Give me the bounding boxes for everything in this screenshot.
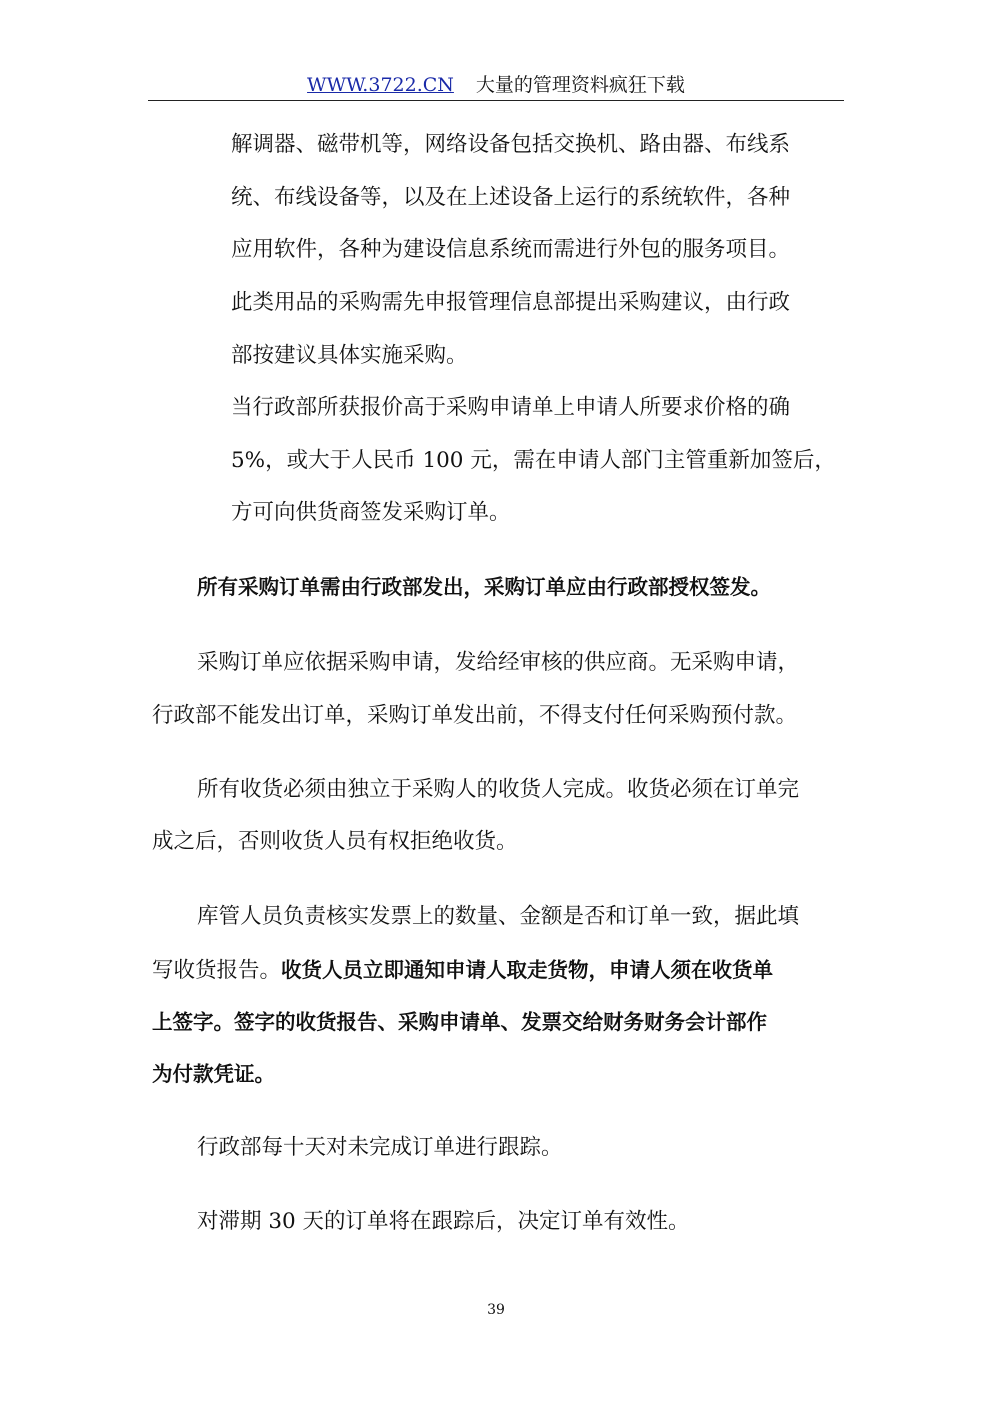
list-line: 方可向供货商签发采购订单。 — [231, 500, 511, 525]
page-header — [148, 70, 844, 101]
header-tagline: 大量的管理资料疯狂下载 — [475, 74, 685, 96]
bold-heading: 所有采购订单需由行政部发出，采购订单应由行政部授权签发。 — [197, 575, 771, 599]
list-line: 部按建议具体实施采购。 — [231, 343, 468, 368]
list-line: 当行政部所获报价高于采购申请单上申请人所要求价格的确 — [231, 395, 791, 420]
paragraph-line: 采购订单应依据采购申请，发给经审核的供应商。无采购申请， — [197, 650, 800, 675]
list-line: 解调器、磁带机等，网络设备包括交换机、路由器、布线系 — [231, 132, 791, 157]
bold-text: 收货人员立即通知申请人取走货物，申请人须在收货单 — [281, 958, 774, 982]
list-line: 此类用品的采购需先申报管理信息部提出采购建议，由行政 — [231, 290, 791, 315]
bold-paragraph-line: 上签字。签字的收货报告、采购申请单、发票交给财务财务会计部作 — [152, 1010, 767, 1034]
paragraph-line: 所有收货必须由独立于采购人的收货人完成。收货必须在订单完 — [197, 777, 800, 802]
paragraph-line — [152, 955, 773, 986]
list-line: 统、布线设备等，以及在上述设备上运行的系统软件，各种 — [231, 185, 791, 210]
site-link[interactable]: WWW.3722.CN — [307, 74, 454, 96]
paragraph-line: 行政部每十天对未完成订单进行跟踪。 — [197, 1135, 563, 1160]
list-line: 5%，或大于人民币 100 元，需在申请人部门主管重新加签后， — [231, 448, 836, 473]
paragraph-line: 对滞期 30 天的订单将在跟踪后，决定订单有效性。 — [197, 1209, 690, 1234]
normal-text: 写收货报告。 — [152, 958, 282, 983]
paragraph-line: 行政部不能发出订单，采购订单发出前，不得支付任何采购预付款。 — [152, 703, 798, 728]
list-line: 应用软件，各种为建设信息系统而需进行外包的服务项目。 — [231, 237, 791, 262]
paragraph-line: 库管人员负责核实发票上的数量、金额是否和订单一致，据此填 — [197, 904, 800, 929]
paragraph-line: 成之后，否则收货人员有权拒绝收货。 — [152, 829, 518, 854]
page-number: 39 — [487, 1302, 505, 1318]
bold-paragraph-line: 为付款凭证。 — [152, 1062, 275, 1086]
